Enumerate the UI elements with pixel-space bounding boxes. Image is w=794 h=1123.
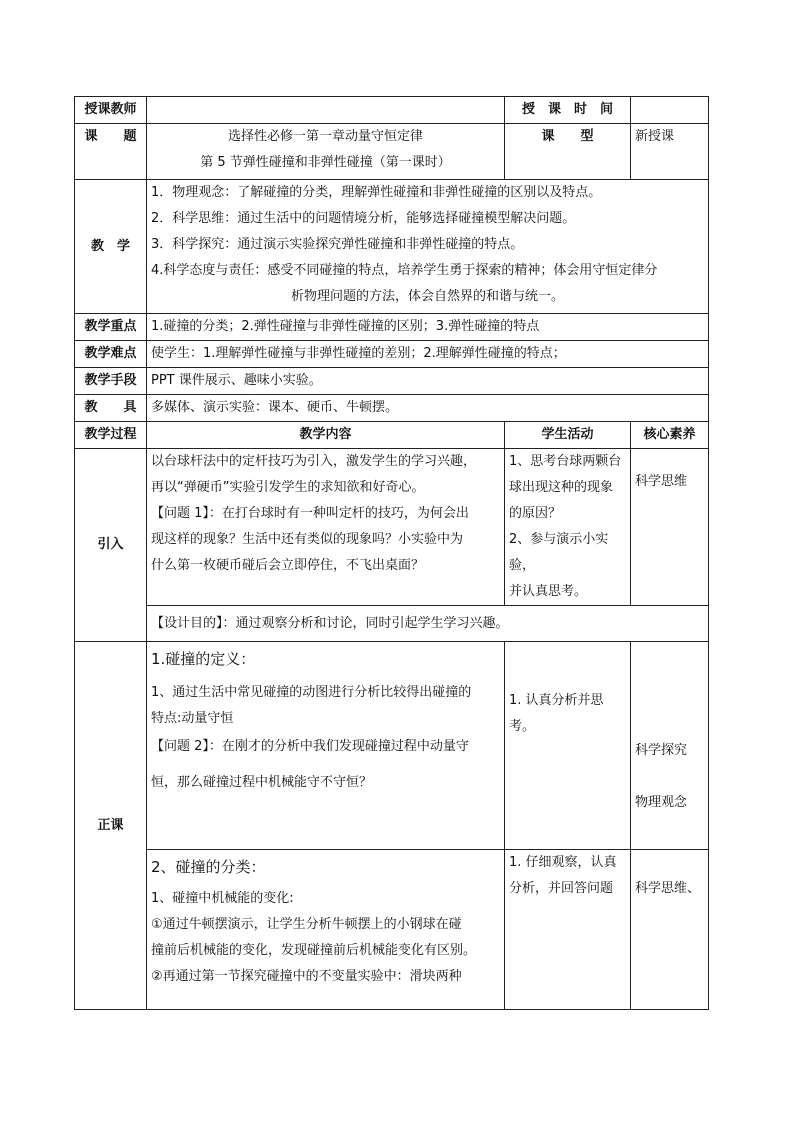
part1-line: 恒，那么碰撞过程中机械能守不守恒？: [151, 775, 373, 790]
type-value: 新授课: [631, 124, 709, 180]
part1-line: 【问题 2】：在刚才的分析中我们发现碰撞过程中动量守: [151, 739, 469, 754]
main-part1-activity: [505, 642, 631, 850]
part2-literacy-line: 科学思维、: [635, 881, 701, 896]
key-points-value: 1.碰撞的分类；2.弹性碰撞与非弹性碰撞的区别；3.弹性碰撞的特点: [147, 314, 709, 341]
intro-activity-line: 1、思考台球两颗台: [509, 454, 622, 469]
difficulties-label: 教学难点: [75, 341, 147, 368]
methods-label: 教学手段: [75, 368, 147, 395]
intro-activity-line: 球出现这种的现象: [509, 480, 614, 495]
key-points-label: 教学重点: [75, 314, 147, 341]
topic-row: [75, 124, 709, 180]
main-part2-row: [75, 850, 709, 1010]
topic-label-text: 课 题: [84, 129, 137, 144]
intro-literacy: 科学思维: [631, 449, 709, 606]
column-literacy: 核心素养: [631, 422, 709, 449]
methods-value: PPT 课件展示、趣味小实验。: [147, 368, 709, 395]
part2-heading: 2、碰撞的分类：: [151, 858, 266, 876]
part1-line: 1、通过生活中常见碰撞的动图进行分析比较得出碰撞的: [151, 685, 472, 700]
difficulties-row: [75, 341, 709, 368]
time-value: [631, 97, 709, 124]
topic-value: [147, 124, 505, 180]
part1-activity-line: 考。: [509, 719, 536, 734]
main-part1-row: [75, 642, 709, 850]
time-label: 授 课 时 间: [505, 97, 631, 124]
intro-line: 以台球杆法中的定杆技巧为引入，激发学生的学习兴趣，: [151, 454, 477, 469]
lesson-plan-table: [74, 96, 709, 1010]
goal-item: 4.科学态度与责任：感受不同碰撞的特点，培养学生勇于探索的精神；体会用守恒定律分: [151, 263, 658, 278]
intro-activity-line: 并认真思考。: [509, 584, 588, 599]
key-points-row: [75, 314, 709, 341]
intro-line: 什么第一枚硬币碰后会立即停住，不飞出桌面？: [151, 558, 425, 573]
part2-line: 撞前后机械能的变化，发现碰撞前后机械能变化有区别。: [151, 943, 477, 958]
intro-label: 引入: [75, 449, 147, 642]
goals-content: [147, 180, 709, 314]
intro-row: [75, 449, 709, 606]
main-label: 正课: [75, 642, 147, 1010]
part1-heading: 1.碰撞的定义：: [151, 650, 256, 668]
methods-row: [75, 368, 709, 395]
part2-line: ①通过牛顿摆演示，让学生分析牛顿摆上的小钢球在碰: [151, 917, 462, 932]
intro-design: 【设计目的】：通过观察分析和讨论，同时引起学生学习兴趣。: [147, 606, 709, 642]
intro-activity: [505, 449, 631, 606]
intro-design-row: [75, 606, 709, 642]
teacher-label: 授课教师: [75, 97, 147, 124]
topic-line1: 选择性必修一第一章动量守恒定律: [227, 129, 423, 144]
intro-activity-line: 2、参与演示小实验，: [509, 532, 609, 573]
goals-label: 教 学: [75, 180, 147, 314]
part2-activity-line: 分析，并回答问题: [509, 881, 614, 896]
goal-item: 3．科学探究：通过演示实验探究弹性碰撞和非弹性碰撞的特点。: [151, 237, 524, 252]
column-header-row: [75, 422, 709, 449]
part1-activity-line: 1. 认真分析并思: [509, 693, 604, 708]
intro-line: 【问题 1】：在打台球时有一种叫定杆的技巧，为何会出: [151, 506, 469, 521]
goal-item: 2．科学思维：通过生活中的问题情境分析，能够选择碰撞模型解决问题。: [151, 211, 576, 226]
teacher-value: [147, 97, 505, 124]
part1-line: 特点:动量守恒: [151, 711, 234, 726]
goals-row: [75, 180, 709, 314]
main-part1-content: [147, 642, 505, 850]
part2-line: ②再通过第一节探究碰撞中的不变量实验中：滑块两种: [151, 969, 462, 984]
tools-row: [75, 395, 709, 422]
type-label: 课 型: [505, 124, 631, 180]
part1-literacy-line: 科学探究: [635, 743, 688, 758]
intro-line: 现这样的现象？生活中还有类似的现象吗？小实验中为: [151, 532, 464, 547]
part2-activity-line: 1. 仔细观察，认真: [509, 855, 617, 870]
main-part2-literacy: [631, 850, 709, 1010]
goal-item: 1．物理观念：了解碰撞的分类，理解弹性碰撞和非弹性碰撞的区别以及特点。: [151, 185, 602, 200]
main-part1-literacy: [631, 642, 709, 850]
part1-literacy-line: 物理观念: [635, 795, 688, 810]
intro-line: 再以“弹硬币”实验引发学生的求知欲和好奇心。: [151, 480, 425, 495]
topic-label: [75, 124, 147, 180]
column-process: 教学过程: [75, 422, 147, 449]
goal-item: 析物理问题的方法，体会自然界的和谐与统一。: [290, 289, 564, 304]
column-content: 教学内容: [147, 422, 505, 449]
tools-value: 多媒体、演示实验：课本、硬币、牛顿摆。: [147, 395, 709, 422]
tools-label: 教 具: [75, 395, 147, 422]
part2-line: 1、碰撞中机械能的变化:: [151, 891, 294, 906]
teacher-row: [75, 97, 709, 124]
intro-activity-line: 的原因？: [509, 506, 562, 521]
intro-content: [147, 449, 505, 606]
column-activity: 学生活动: [505, 422, 631, 449]
difficulties-value: 使学生：1.理解弹性碰撞与非弹性碰撞的差别；2.理解弹性碰撞的特点；: [147, 341, 709, 368]
topic-line2: 第 5 节弹性碰撞和非弹性碰撞（第一课时）: [200, 155, 451, 170]
main-part2-content: [147, 850, 505, 1010]
main-part2-activity: [505, 850, 631, 1010]
